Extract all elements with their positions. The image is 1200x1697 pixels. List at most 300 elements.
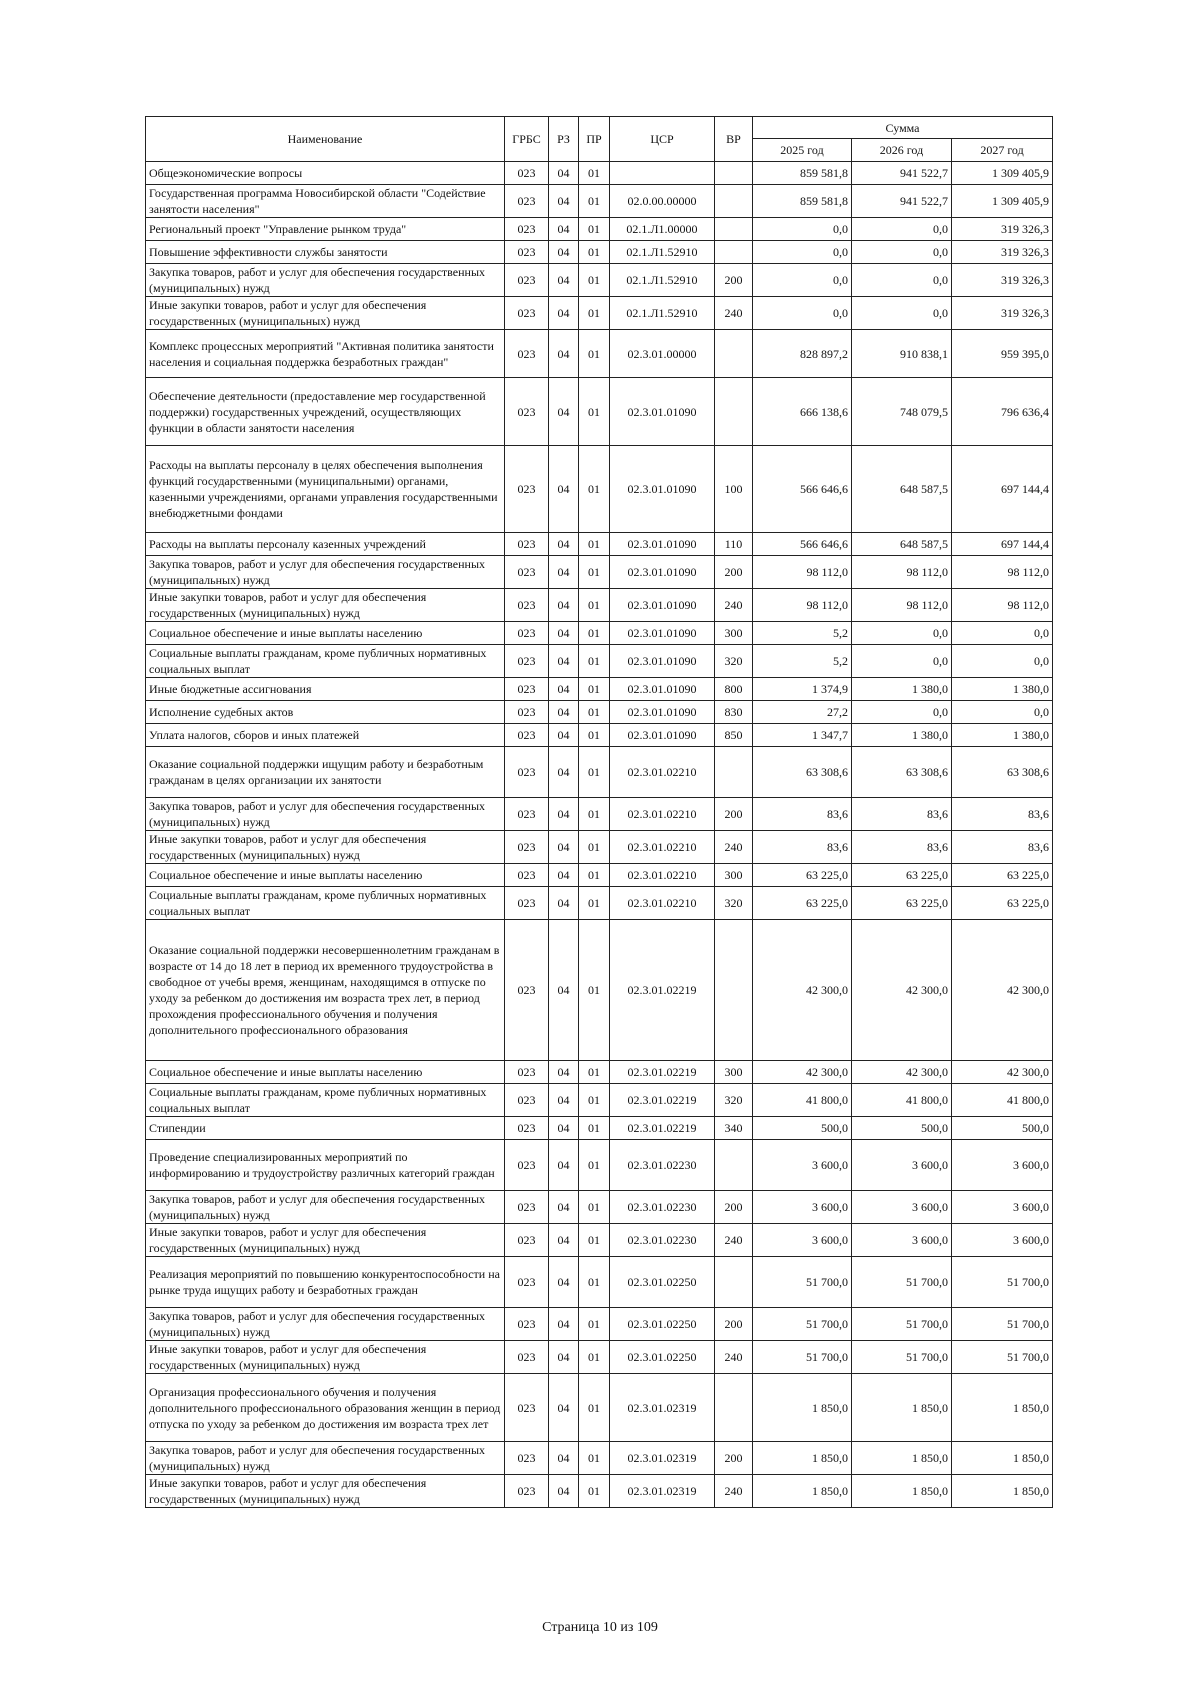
cell-2027: 98 112,0 — [952, 589, 1053, 622]
cell-grbs: 023 — [505, 831, 549, 864]
cell-grbs: 023 — [505, 645, 549, 678]
header-vr: ВР — [715, 117, 753, 162]
table-row — [146, 1475, 1053, 1508]
cell-2026: 63 225,0 — [852, 887, 952, 920]
cell-vr: 200 — [715, 798, 753, 831]
cell-grbs: 023 — [505, 724, 549, 747]
cell-rz: 04 — [549, 864, 579, 887]
cell-2027: 63 308,6 — [952, 747, 1053, 798]
cell-csr: 02.3.01.01090 — [610, 622, 715, 645]
header-year-2027: 2027 год — [952, 139, 1053, 162]
cell-2026: 1 850,0 — [852, 1374, 952, 1442]
cell-csr: 02.3.01.01090 — [610, 378, 715, 446]
table-row — [146, 556, 1053, 589]
table-row — [146, 185, 1053, 218]
cell-2026: 51 700,0 — [852, 1257, 952, 1308]
cell-rz: 04 — [549, 330, 579, 378]
cell-rz: 04 — [549, 724, 579, 747]
cell-name: Уплата налогов, сборов и иных платежей — [146, 724, 505, 747]
cell-pr: 01 — [579, 378, 610, 446]
header-year-2026: 2026 год — [852, 139, 952, 162]
cell-grbs: 023 — [505, 1341, 549, 1374]
cell-vr: 110 — [715, 533, 753, 556]
cell-2027: 3 600,0 — [952, 1224, 1053, 1257]
cell-2027: 959 395,0 — [952, 330, 1053, 378]
table-row — [146, 1224, 1053, 1257]
cell-rz: 04 — [549, 831, 579, 864]
cell-2025: 51 700,0 — [753, 1341, 852, 1374]
cell-2027: 63 225,0 — [952, 887, 1053, 920]
cell-vr — [715, 378, 753, 446]
cell-rz: 04 — [549, 887, 579, 920]
cell-grbs: 023 — [505, 446, 549, 533]
cell-grbs: 023 — [505, 378, 549, 446]
table-row — [146, 1442, 1053, 1475]
cell-2026: 83,6 — [852, 798, 952, 831]
cell-vr — [715, 1257, 753, 1308]
cell-rz: 04 — [549, 533, 579, 556]
cell-grbs: 023 — [505, 297, 549, 330]
cell-pr: 01 — [579, 1224, 610, 1257]
header-rz: РЗ — [549, 117, 579, 162]
cell-pr: 01 — [579, 864, 610, 887]
cell-2027: 51 700,0 — [952, 1257, 1053, 1308]
cell-vr: 340 — [715, 1117, 753, 1140]
cell-csr: 02.3.01.02210 — [610, 831, 715, 864]
cell-csr: 02.3.01.02210 — [610, 798, 715, 831]
table-row — [146, 330, 1053, 378]
cell-vr — [715, 162, 753, 185]
cell-name: Расходы на выплаты персоналу казенных учреждений — [146, 533, 505, 556]
cell-pr: 01 — [579, 1475, 610, 1508]
cell-csr: 02.3.01.02219 — [610, 1084, 715, 1117]
cell-name: Проведение специализированных мероприятий по информированию и трудоустройству различных категорий граждан — [146, 1140, 505, 1191]
cell-2027: 697 144,4 — [952, 446, 1053, 533]
cell-name: Повышение эффективности службы занятости — [146, 241, 505, 264]
cell-grbs: 023 — [505, 1308, 549, 1341]
table-row — [146, 1117, 1053, 1140]
table-row — [146, 1140, 1053, 1191]
cell-rz: 04 — [549, 622, 579, 645]
cell-2026: 0,0 — [852, 622, 952, 645]
cell-grbs: 023 — [505, 1191, 549, 1224]
cell-csr: 02.3.01.02250 — [610, 1308, 715, 1341]
cell-2025: 1 850,0 — [753, 1442, 852, 1475]
table-row — [146, 864, 1053, 887]
cell-2025: 63 308,6 — [753, 747, 852, 798]
cell-pr: 01 — [579, 798, 610, 831]
cell-2025: 666 138,6 — [753, 378, 852, 446]
cell-csr: 02.3.01.01090 — [610, 556, 715, 589]
cell-name: Закупка товаров, работ и услуг для обеспечения государственных (муниципальных) нужд — [146, 1308, 505, 1341]
cell-2025: 5,2 — [753, 645, 852, 678]
cell-csr: 02.3.01.02230 — [610, 1191, 715, 1224]
table-row — [146, 1374, 1053, 1442]
table-row — [146, 589, 1053, 622]
table-row — [146, 378, 1053, 446]
cell-grbs: 023 — [505, 589, 549, 622]
cell-2025: 0,0 — [753, 297, 852, 330]
cell-vr — [715, 1374, 753, 1442]
cell-pr: 01 — [579, 1308, 610, 1341]
header-grbs: ГРБС — [505, 117, 549, 162]
header-year-2025: 2025 год — [753, 139, 852, 162]
cell-name: Социальное обеспечение и иные выплаты населению — [146, 622, 505, 645]
cell-2027: 796 636,4 — [952, 378, 1053, 446]
cell-name: Иные закупки товаров, работ и услуг для обеспечения государственных (муниципальных) нужд — [146, 297, 505, 330]
table-row — [146, 241, 1053, 264]
cell-name: Закупка товаров, работ и услуг для обеспечения государственных (муниципальных) нужд — [146, 1191, 505, 1224]
cell-pr: 01 — [579, 831, 610, 864]
cell-grbs: 023 — [505, 218, 549, 241]
cell-rz: 04 — [549, 1257, 579, 1308]
cell-pr: 01 — [579, 264, 610, 297]
cell-2026: 3 600,0 — [852, 1224, 952, 1257]
cell-name: Исполнение судебных актов — [146, 701, 505, 724]
cell-2026: 0,0 — [852, 701, 952, 724]
cell-csr: 02.3.01.02319 — [610, 1442, 715, 1475]
cell-pr: 01 — [579, 556, 610, 589]
cell-vr: 200 — [715, 1442, 753, 1475]
cell-csr: 02.3.01.02219 — [610, 1117, 715, 1140]
cell-grbs: 023 — [505, 533, 549, 556]
cell-2026: 51 700,0 — [852, 1308, 952, 1341]
cell-2027: 1 850,0 — [952, 1442, 1053, 1475]
table-row — [146, 218, 1053, 241]
cell-2025: 42 300,0 — [753, 920, 852, 1061]
cell-2027: 319 326,3 — [952, 297, 1053, 330]
cell-2025: 566 646,6 — [753, 533, 852, 556]
cell-grbs: 023 — [505, 185, 549, 218]
cell-csr: 02.3.01.01090 — [610, 724, 715, 747]
cell-name: Обеспечение деятельности (предоставление мер государственной поддержки) государственных учреждений, осуществляющих функции в области занятости населения — [146, 378, 505, 446]
cell-grbs: 023 — [505, 1084, 549, 1117]
cell-2026: 1 850,0 — [852, 1475, 952, 1508]
cell-pr: 01 — [579, 297, 610, 330]
cell-name: Иные закупки товаров, работ и услуг для обеспечения государственных (муниципальных) нужд — [146, 831, 505, 864]
cell-csr: 02.1.Л1.52910 — [610, 241, 715, 264]
cell-pr: 01 — [579, 920, 610, 1061]
cell-2027: 3 600,0 — [952, 1140, 1053, 1191]
cell-rz: 04 — [549, 162, 579, 185]
cell-vr — [715, 185, 753, 218]
cell-grbs: 023 — [505, 264, 549, 297]
cell-2027: 0,0 — [952, 622, 1053, 645]
cell-2026: 0,0 — [852, 645, 952, 678]
cell-name: Закупка товаров, работ и услуг для обеспечения государственных (муниципальных) нужд — [146, 1442, 505, 1475]
cell-rz: 04 — [549, 297, 579, 330]
cell-vr: 850 — [715, 724, 753, 747]
cell-rz: 04 — [549, 185, 579, 218]
table-row — [146, 622, 1053, 645]
cell-name: Государственная программа Новосибирской области "Содействие занятости населения" — [146, 185, 505, 218]
cell-grbs: 023 — [505, 1475, 549, 1508]
cell-csr: 02.3.01.01090 — [610, 446, 715, 533]
cell-pr: 01 — [579, 218, 610, 241]
table-row — [146, 1084, 1053, 1117]
cell-grbs: 023 — [505, 622, 549, 645]
header-pr: ПР — [579, 117, 610, 162]
cell-vr: 100 — [715, 446, 753, 533]
cell-name: Иные закупки товаров, работ и услуг для обеспечения государственных (муниципальных) нужд — [146, 1341, 505, 1374]
cell-2026: 500,0 — [852, 1117, 952, 1140]
header-name: Наименование — [146, 117, 505, 162]
cell-2025: 98 112,0 — [753, 556, 852, 589]
cell-2027: 1 309 405,9 — [952, 162, 1053, 185]
cell-2025: 0,0 — [753, 218, 852, 241]
table-row — [146, 1191, 1053, 1224]
cell-csr: 02.3.01.02219 — [610, 1061, 715, 1084]
cell-name: Региональный проект "Управление рынком труда" — [146, 218, 505, 241]
cell-csr: 02.3.01.02210 — [610, 747, 715, 798]
cell-csr: 02.3.01.02219 — [610, 920, 715, 1061]
cell-csr: 02.3.01.02250 — [610, 1341, 715, 1374]
cell-2025: 42 300,0 — [753, 1061, 852, 1084]
cell-2026: 51 700,0 — [852, 1341, 952, 1374]
cell-2026: 1 380,0 — [852, 724, 952, 747]
cell-pr: 01 — [579, 241, 610, 264]
cell-2027: 500,0 — [952, 1117, 1053, 1140]
cell-vr: 240 — [715, 1475, 753, 1508]
cell-name: Оказание социальной поддержки несовершеннолетним гражданам в возрасте от 14 до 18 лет в период их временного трудоустройства в свободное от учебы время, женщинам, находящимся в отпуске по уходу за ребенком до достижения им возраста трех лет, в период прохождения профессионального обучения и получения дополнительного профессионального образования — [146, 920, 505, 1061]
cell-grbs: 023 — [505, 747, 549, 798]
cell-pr: 01 — [579, 678, 610, 701]
cell-vr: 830 — [715, 701, 753, 724]
cell-2026: 648 587,5 — [852, 533, 952, 556]
cell-2026: 648 587,5 — [852, 446, 952, 533]
cell-csr: 02.1.Л1.00000 — [610, 218, 715, 241]
cell-rz: 04 — [549, 1061, 579, 1084]
cell-pr: 01 — [579, 645, 610, 678]
cell-rz: 04 — [549, 701, 579, 724]
cell-2025: 27,2 — [753, 701, 852, 724]
table-row — [146, 533, 1053, 556]
cell-grbs: 023 — [505, 1442, 549, 1475]
cell-pr: 01 — [579, 1341, 610, 1374]
cell-2025: 63 225,0 — [753, 864, 852, 887]
cell-vr: 240 — [715, 589, 753, 622]
cell-grbs: 023 — [505, 887, 549, 920]
cell-csr: 02.3.01.01090 — [610, 701, 715, 724]
cell-vr: 240 — [715, 831, 753, 864]
cell-2027: 51 700,0 — [952, 1341, 1053, 1374]
cell-vr: 200 — [715, 1308, 753, 1341]
cell-2026: 941 522,7 — [852, 162, 952, 185]
cell-csr: 02.3.01.02319 — [610, 1374, 715, 1442]
cell-2026: 83,6 — [852, 831, 952, 864]
cell-2026: 98 112,0 — [852, 556, 952, 589]
cell-pr: 01 — [579, 446, 610, 533]
cell-2025: 828 897,2 — [753, 330, 852, 378]
cell-2027: 0,0 — [952, 645, 1053, 678]
cell-2025: 1 850,0 — [753, 1374, 852, 1442]
cell-name: Закупка товаров, работ и услуг для обеспечения государственных (муниципальных) нужд — [146, 264, 505, 297]
cell-2027: 63 225,0 — [952, 864, 1053, 887]
cell-2027: 42 300,0 — [952, 920, 1053, 1061]
cell-grbs: 023 — [505, 556, 549, 589]
cell-2026: 0,0 — [852, 241, 952, 264]
cell-2027: 41 800,0 — [952, 1084, 1053, 1117]
cell-grbs: 023 — [505, 1374, 549, 1442]
cell-2027: 1 380,0 — [952, 678, 1053, 701]
cell-vr: 300 — [715, 864, 753, 887]
cell-2025: 859 581,8 — [753, 162, 852, 185]
cell-2027: 319 326,3 — [952, 218, 1053, 241]
cell-2025: 41 800,0 — [753, 1084, 852, 1117]
cell-vr: 300 — [715, 622, 753, 645]
cell-2026: 1 380,0 — [852, 678, 952, 701]
cell-2025: 3 600,0 — [753, 1191, 852, 1224]
cell-grbs: 023 — [505, 330, 549, 378]
cell-name: Стипендии — [146, 1117, 505, 1140]
cell-pr: 01 — [579, 701, 610, 724]
table-header — [146, 117, 1053, 162]
cell-pr: 01 — [579, 1374, 610, 1442]
cell-csr — [610, 162, 715, 185]
cell-vr — [715, 218, 753, 241]
table-row — [146, 264, 1053, 297]
cell-rz: 04 — [549, 218, 579, 241]
cell-2027: 1 380,0 — [952, 724, 1053, 747]
cell-grbs: 023 — [505, 864, 549, 887]
cell-2025: 0,0 — [753, 264, 852, 297]
cell-vr: 240 — [715, 297, 753, 330]
table-row — [146, 297, 1053, 330]
cell-2025: 63 225,0 — [753, 887, 852, 920]
cell-2026: 0,0 — [852, 264, 952, 297]
table-row — [146, 724, 1053, 747]
cell-rz: 04 — [549, 920, 579, 1061]
cell-pr: 01 — [579, 1084, 610, 1117]
table-row — [146, 831, 1053, 864]
cell-2025: 1 374,9 — [753, 678, 852, 701]
cell-2027: 98 112,0 — [952, 556, 1053, 589]
cell-2027: 697 144,4 — [952, 533, 1053, 556]
cell-2027: 83,6 — [952, 798, 1053, 831]
cell-csr: 02.1.Л1.52910 — [610, 297, 715, 330]
cell-rz: 04 — [549, 1341, 579, 1374]
cell-name: Реализация мероприятий по повышению конкурентоспособности на рынке труда ищущих работу и безработных граждан — [146, 1257, 505, 1308]
cell-rz: 04 — [549, 1374, 579, 1442]
cell-rz: 04 — [549, 556, 579, 589]
table-row — [146, 1061, 1053, 1084]
cell-2025: 51 700,0 — [753, 1308, 852, 1341]
cell-2027: 1 850,0 — [952, 1374, 1053, 1442]
cell-grbs: 023 — [505, 1140, 549, 1191]
cell-rz: 04 — [549, 1140, 579, 1191]
cell-2025: 3 600,0 — [753, 1140, 852, 1191]
cell-2026: 42 300,0 — [852, 1061, 952, 1084]
cell-rz: 04 — [549, 1191, 579, 1224]
cell-2026: 0,0 — [852, 297, 952, 330]
header-csr: ЦСР — [610, 117, 715, 162]
table-row — [146, 1257, 1053, 1308]
cell-2026: 910 838,1 — [852, 330, 952, 378]
cell-pr: 01 — [579, 747, 610, 798]
cell-2027: 319 326,3 — [952, 264, 1053, 297]
cell-grbs: 023 — [505, 1224, 549, 1257]
cell-grbs: 023 — [505, 241, 549, 264]
cell-rz: 04 — [549, 798, 579, 831]
cell-grbs: 023 — [505, 1061, 549, 1084]
cell-name: Общеэкономические вопросы — [146, 162, 505, 185]
cell-2027: 1 850,0 — [952, 1475, 1053, 1508]
cell-csr: 02.0.00.00000 — [610, 185, 715, 218]
cell-2025: 1 347,7 — [753, 724, 852, 747]
cell-2025: 51 700,0 — [753, 1257, 852, 1308]
cell-name: Социальное обеспечение и иные выплаты населению — [146, 864, 505, 887]
table-row — [146, 678, 1053, 701]
cell-rz: 04 — [549, 446, 579, 533]
cell-2027: 319 326,3 — [952, 241, 1053, 264]
cell-rz: 04 — [549, 1117, 579, 1140]
cell-pr: 01 — [579, 622, 610, 645]
cell-rz: 04 — [549, 1224, 579, 1257]
cell-pr: 01 — [579, 1442, 610, 1475]
cell-2026: 63 225,0 — [852, 864, 952, 887]
cell-rz: 04 — [549, 747, 579, 798]
cell-vr: 320 — [715, 1084, 753, 1117]
cell-2025: 83,6 — [753, 831, 852, 864]
header-sum: Сумма — [753, 117, 1053, 139]
cell-pr: 01 — [579, 185, 610, 218]
cell-2025: 83,6 — [753, 798, 852, 831]
cell-name: Иные закупки товаров, работ и услуг для обеспечения государственных (муниципальных) нужд — [146, 1475, 505, 1508]
table-row — [146, 1341, 1053, 1374]
cell-2027: 0,0 — [952, 701, 1053, 724]
table-row — [146, 887, 1053, 920]
cell-csr: 02.1.Л1.52910 — [610, 264, 715, 297]
cell-rz: 04 — [549, 1475, 579, 1508]
cell-2026: 748 079,5 — [852, 378, 952, 446]
table-row — [146, 1308, 1053, 1341]
cell-pr: 01 — [579, 1061, 610, 1084]
table-row — [146, 162, 1053, 185]
cell-name: Комплекс процессных мероприятий "Активная политика занятости населения и социальная поддержка безработных граждан" — [146, 330, 505, 378]
table-row — [146, 798, 1053, 831]
cell-rz: 04 — [549, 1442, 579, 1475]
table-row — [146, 920, 1053, 1061]
cell-2027: 3 600,0 — [952, 1191, 1053, 1224]
table-row — [146, 446, 1053, 533]
cell-name: Иные бюджетные ассигнования — [146, 678, 505, 701]
cell-2026: 3 600,0 — [852, 1140, 952, 1191]
cell-2025: 0,0 — [753, 241, 852, 264]
cell-2025: 5,2 — [753, 622, 852, 645]
cell-name: Иные закупки товаров, работ и услуг для обеспечения государственных (муниципальных) нужд — [146, 1224, 505, 1257]
cell-2025: 3 600,0 — [753, 1224, 852, 1257]
cell-rz: 04 — [549, 678, 579, 701]
cell-2026: 98 112,0 — [852, 589, 952, 622]
cell-vr — [715, 241, 753, 264]
cell-vr — [715, 747, 753, 798]
cell-pr: 01 — [579, 533, 610, 556]
cell-vr: 200 — [715, 556, 753, 589]
cell-rz: 04 — [549, 1084, 579, 1117]
cell-2026: 3 600,0 — [852, 1191, 952, 1224]
cell-2026: 1 850,0 — [852, 1442, 952, 1475]
table-row — [146, 701, 1053, 724]
budget-table — [145, 116, 1053, 1508]
cell-csr: 02.3.01.00000 — [610, 330, 715, 378]
cell-name: Расходы на выплаты персоналу в целях обеспечения выполнения функций государственными (муниципальными) органами, казенными учреждениями, органами управления государственными внебюджетными фондами — [146, 446, 505, 533]
cell-rz: 04 — [549, 378, 579, 446]
cell-pr: 01 — [579, 1117, 610, 1140]
table-row — [146, 645, 1053, 678]
cell-2027: 1 309 405,9 — [952, 185, 1053, 218]
cell-name: Оказание социальной поддержки ищущим работу и безработным гражданам в целях организации их занятости — [146, 747, 505, 798]
cell-vr: 800 — [715, 678, 753, 701]
